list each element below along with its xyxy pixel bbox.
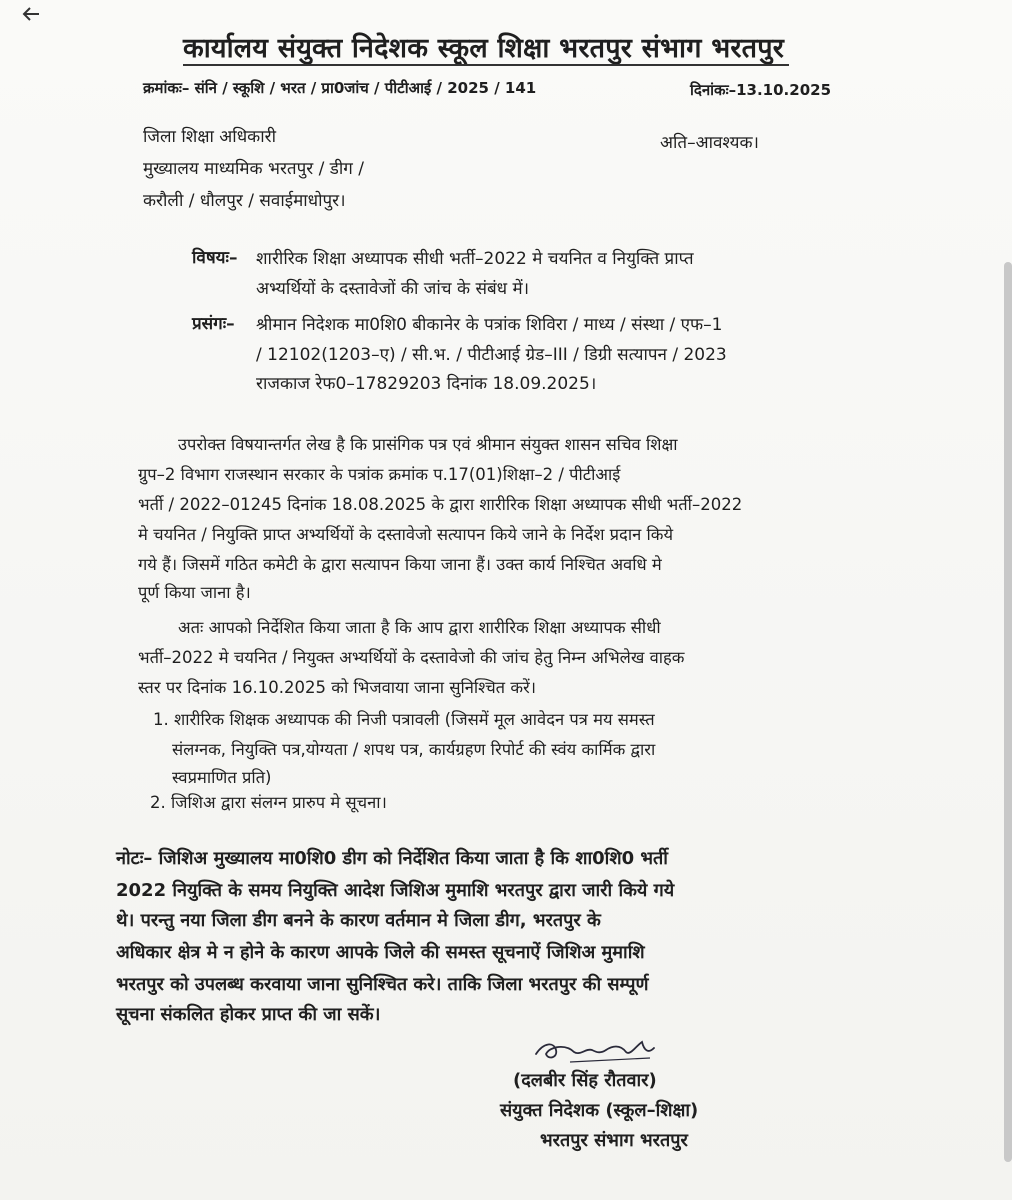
- note-line-3: थे। परन्तु नया जिला डीग बनने के कारण वर्तमान मे जिला डीग, भरतपुर के: [116, 910, 601, 931]
- para1-line-1: उपरोक्त विषयान्तर्गत लेख है कि प्रासंगिक पत्र एवं श्रीमान संयुक्त शासन सचिव शिक्षा: [178, 435, 678, 454]
- reference-line-3: राजकाज रेफ0–17829203 दिनांक 18.09.2025।: [256, 374, 597, 394]
- reference-line-2: / 12102(1203–ए) / सी.भ. / पीटीआई ग्रेड–III / डिग्री सत्यापन / 2023: [256, 345, 727, 365]
- note-line-4: अधिकार क्षेत्र मे न होने के कारण आपके जिले की समस्त सूचनाऐं जिशिअ मुमाशि: [116, 942, 645, 963]
- para1-line-4: मे चयनित / नियुक्ति प्राप्त अभ्यर्थियों के दस्तावेजो सत्यापन किये जाने के निर्देश प्रदान किये: [138, 525, 674, 544]
- urgency-label: अति–आवश्यक।: [660, 133, 759, 153]
- para2-line-2: भर्ती–2022 मे चयनित / नियुक्त अभ्यर्थियों के दस्तावेजो की जांच हेतु निम्न अभिलेख वाहक: [138, 648, 685, 667]
- letter-date: दिनांकः–13.10.2025: [690, 81, 832, 99]
- handwritten-signature: [530, 1032, 660, 1068]
- reference-number: क्रमांकः– संनि / स्कूशि / भरत / प्रा0जांच / पीटीआई / 2025 / 141: [143, 79, 537, 97]
- para1-line-3: भर्ती / 2022–01245 दिनांक 18.08.2025 के द्वारा शारीरिक शिक्षा अध्यापक सीधी भर्ती–2022: [138, 495, 743, 514]
- note-line-2: 2022 नियुक्ति के समय नियुक्ति आदेश जिशिअ मुमाशि भरतपुर द्वारा जारी किये गये: [116, 880, 675, 901]
- note-line-6: सूचना संकलित होकर प्राप्त की जा सकें।: [116, 1004, 381, 1025]
- item1-line-2: संलग्नक, नियुक्ति पत्र,योग्यता / शपथ पत्र, कार्यग्रहण रिपोर्ट की स्वंय कार्मिक द्वारा: [172, 740, 656, 759]
- page-scrollbar[interactable]: [1004, 262, 1012, 1162]
- para2-line-3: स्तर पर दिनांक 16.10.2025 को भिजवाया जाना सुनिश्चित करें।: [138, 678, 536, 697]
- note-line-1: नोटः– जिशिअ मुख्यालय मा0शि0 डीग को निर्देशित किया जाता है कि शा0शि0 भर्ती: [116, 848, 668, 869]
- subject-line-1: शारीरिक शिक्षा अध्यापक सीधी भर्ती–2022 मे चयनित व नियुक्ति प्राप्त: [256, 249, 694, 269]
- reference-line-1: श्रीमान निदेशक मा0शि0 बीकानेर के पत्रांक शिविरा / माध्य / संस्था / एफ–1: [256, 315, 723, 335]
- signatory-designation: संयुक्त निदेशक (स्कूल–शिक्षा): [500, 1100, 699, 1121]
- signatory-name: (दलबीर सिंह रौतवार): [513, 1070, 657, 1091]
- para1-line-2: ग्रुप–2 विभाग राजस्थान सरकार के पत्रांक क्रमांक प.17(01)शिक्षा–2 / पीटीआई: [138, 465, 621, 484]
- recipient-line-3: करौली / धौलपुर / सवाईमाधोपुर।: [143, 191, 346, 211]
- para2-line-1: अतः आपको निर्देशित किया जाता है कि आप द्वारा शारीरिक शिक्षा अध्यापक सीधी: [178, 618, 661, 637]
- office-title: कार्यालय संयुक्त निदेशक स्कूल शिक्षा भरतपुर संभाग भरतपुर: [183, 33, 784, 64]
- recipient-line-2: मुख्यालय माध्यमिक भरतपुर / डीग /: [143, 159, 364, 179]
- subject-line-2: अभ्यर्थियों के दस्तावेजों की जांच के संबंध में।: [256, 279, 530, 299]
- subject-label: विषयः–: [192, 248, 238, 268]
- signatory-office: भरतपुर संभाग भरतपुर: [540, 1130, 688, 1151]
- reference-label: प्रसंगः–: [192, 314, 235, 334]
- para1-line-5: गये हैं। जिसमें गठित कमेटी के द्वारा सत्यापन किया जाना हैं। उक्त कार्य निश्चित अवधि मे: [138, 555, 662, 574]
- item2-line: 2. जिशिअ द्वारा संलग्न प्रारुप मे सूचना।: [150, 793, 387, 812]
- title-underline: [183, 64, 789, 66]
- recipient-line-1: जिला शिक्षा अधिकारी: [143, 127, 276, 147]
- back-arrow-icon[interactable]: [22, 6, 40, 22]
- para1-line-6: पूर्ण किया जाना है।: [138, 583, 251, 602]
- note-line-5: भरतपुर को उपलब्ध करवाया जाना सुनिश्चित करे। ताकि जिला भरतपुर की सम्पूर्ण: [116, 974, 649, 995]
- item1-line-1: 1. शारीरिक शिक्षक अध्यापक की निजी पत्रावली (जिसमें मूल आवेदन पत्र मय समस्त: [153, 710, 655, 729]
- item1-line-3: स्वप्रमाणित प्रति): [172, 768, 272, 787]
